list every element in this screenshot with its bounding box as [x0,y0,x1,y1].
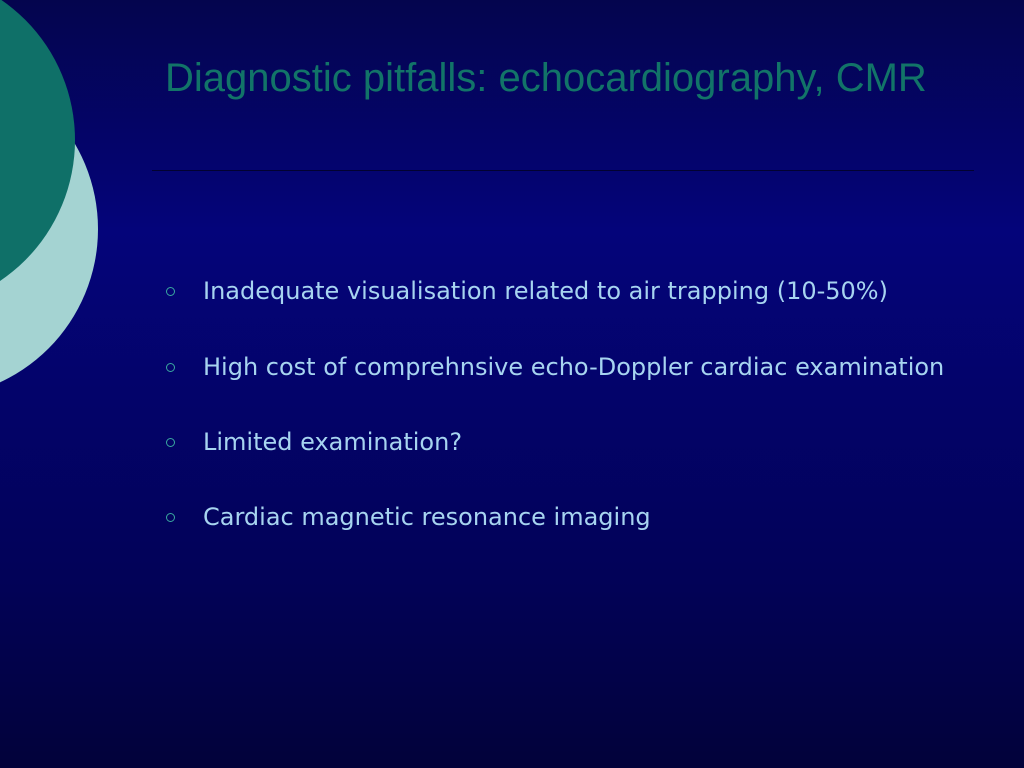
bullet-item [165,276,965,306]
bullet-text: High cost of comprehnsive echo-Doppler cardiac examination [203,353,945,381]
bullet-item [165,352,965,382]
bullet-text: Cardiac magnetic resonance imaging [203,503,651,531]
hollow-circle-bullet-icon [166,363,175,372]
bullet-item [165,427,965,457]
title-divider [152,170,974,171]
bullet-item [165,502,965,532]
bullet-text: Inadequate visualisation related to air trapping (10-50%) [203,277,888,305]
slide-title: Diagnostic pitfalls: echocardiography, CMR [165,56,927,100]
hollow-circle-bullet-icon [166,438,175,447]
hollow-circle-bullet-icon [166,287,175,296]
hollow-circle-bullet-icon [166,513,175,522]
bullet-list [165,276,965,532]
bullet-text: Limited examination? [203,428,463,456]
